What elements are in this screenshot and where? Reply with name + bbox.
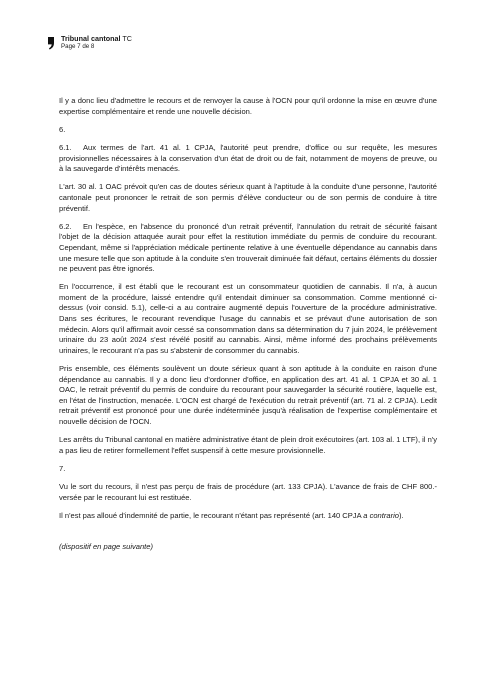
section-number: 6.: [59, 124, 66, 134]
paragraph: 6.1. Aux termes de l'art. 41 al. 1 CPJA, l'autorité peut prendre, d'office ou sur requête, les mesures provisionnelles nécessaires à la conservation d'un état de droit ou de fait, notamment de moyens de preuve, ou à la sauvegarde d'intérêts menacés.: [59, 142, 437, 174]
paragraph: Les arrêts du Tribunal cantonal en matière administrative étant de plein droit exécutoires (art. 103 al. 1 LTF), il n'y a pas lieu de retirer formellement l'effet suspensif à cette mesure provisionnelle.: [59, 435, 437, 455]
paragraph: 6.2. En l'espèce, en l'absence du prononcé d'un retrait préventif, l'annulation du retrait de sécurité faisant l'objet de la décision attaquée aurait pour effet la restitution immédiate du permis de conduire du recourant. Cependant, même si l'appréciation médicale pertinente relative à une éventuelle dépendance au cannabis dans une mesure telle que son aptitude à la conduite s'en trouverait diminuée fait défaut, certains éléments du dossier ne peuvent pas être ignorés.: [59, 221, 437, 274]
section-number: 7.: [59, 463, 66, 473]
tribunal-logo-icon: [47, 36, 57, 50]
paragraph: Il n'est pas alloué d'indemnité de partie, le recourant n'étant pas représenté (art. 140 CPJA a contrario).: [59, 510, 404, 520]
continuation-note: (dispositif en page suivante): [59, 541, 153, 551]
paragraph: L'art. 30 al. 1 OAC prévoit qu'en cas de doutes sérieux quant à l'aptitude à la conduite d'une personne, l'autorité cantonale peut prononcer le retrait de son permis d'élève conducteur ou de son permis de conduire à titre préventif.: [59, 182, 437, 213]
page-number: Page 7 de 8: [61, 43, 95, 50]
paragraph: Il y a donc lieu d'admettre le recours et de renvoyer la cause à l'OCN pour qu'il ordonne la mise en œuvre d'une expertise complémentaire et rende une nouvelle décision.: [59, 96, 437, 116]
paragraph: Vu le sort du recours, il n'est pas perçu de frais de procédure (art. 133 CPJA). L'avance de frais de CHF 800.- versée par le recourant lui est restituée.: [59, 482, 437, 502]
subsection-number: 6.2.: [59, 221, 72, 231]
document-body: [59, 96, 437, 560]
paragraph: Pris ensemble, ces éléments soulèvent un doute sérieux quant à son aptitude à la conduite en raison d'une dépendance au cannabis. Il y a donc lieu d'ordonner d'office, en application des art. 41 al. 1 CPJA et 30 al. 1 OAC, le retrait préventif du permis de conduire du recourant pour sauvegarder la sécurité routière, laquelle est, en l'état de l'instruction, menacée. L'OCN est chargé de l'exécution du retrait préventif (art. 71 al. 2 CPJA). Ledit retrait préventif est prononcé pour une durée indéterminée jusqu'à réalisation de l'expertise complémentaire et nouvelle décision de l'OCN.: [59, 364, 437, 426]
subsection-number: 6.1.: [59, 142, 72, 152]
court-name: Tribunal cantonal TC: [61, 34, 132, 43]
paragraph: En l'occurrence, il est établi que le recourant est un consommateur quotidien de cannabis. Il n'a, à aucun moment de la procédure, laissé entendre qu'il entendait diminuer sa consommation. Comme mentionné ci-dessus (voir consid. 5.1), celle-ci a au contraire augmenté depuis l'ouverture de la procédure administrative. Dans ses écritures, le recourant revendique l'usage du cannabis et se prévaut d'une autorisation de son médecin. Alors qu'il affirmait avoir cessé sa consommation dans sa détermination du 7 juin 2024, le prélèvement urinaire du 23 août 2024 s'est révélé positif au cannabis. Ainsi, même informé des prochains prélèvements urinaires, le recourant n'a pas su s'abstenir de consommer du cannabis.: [59, 282, 437, 355]
